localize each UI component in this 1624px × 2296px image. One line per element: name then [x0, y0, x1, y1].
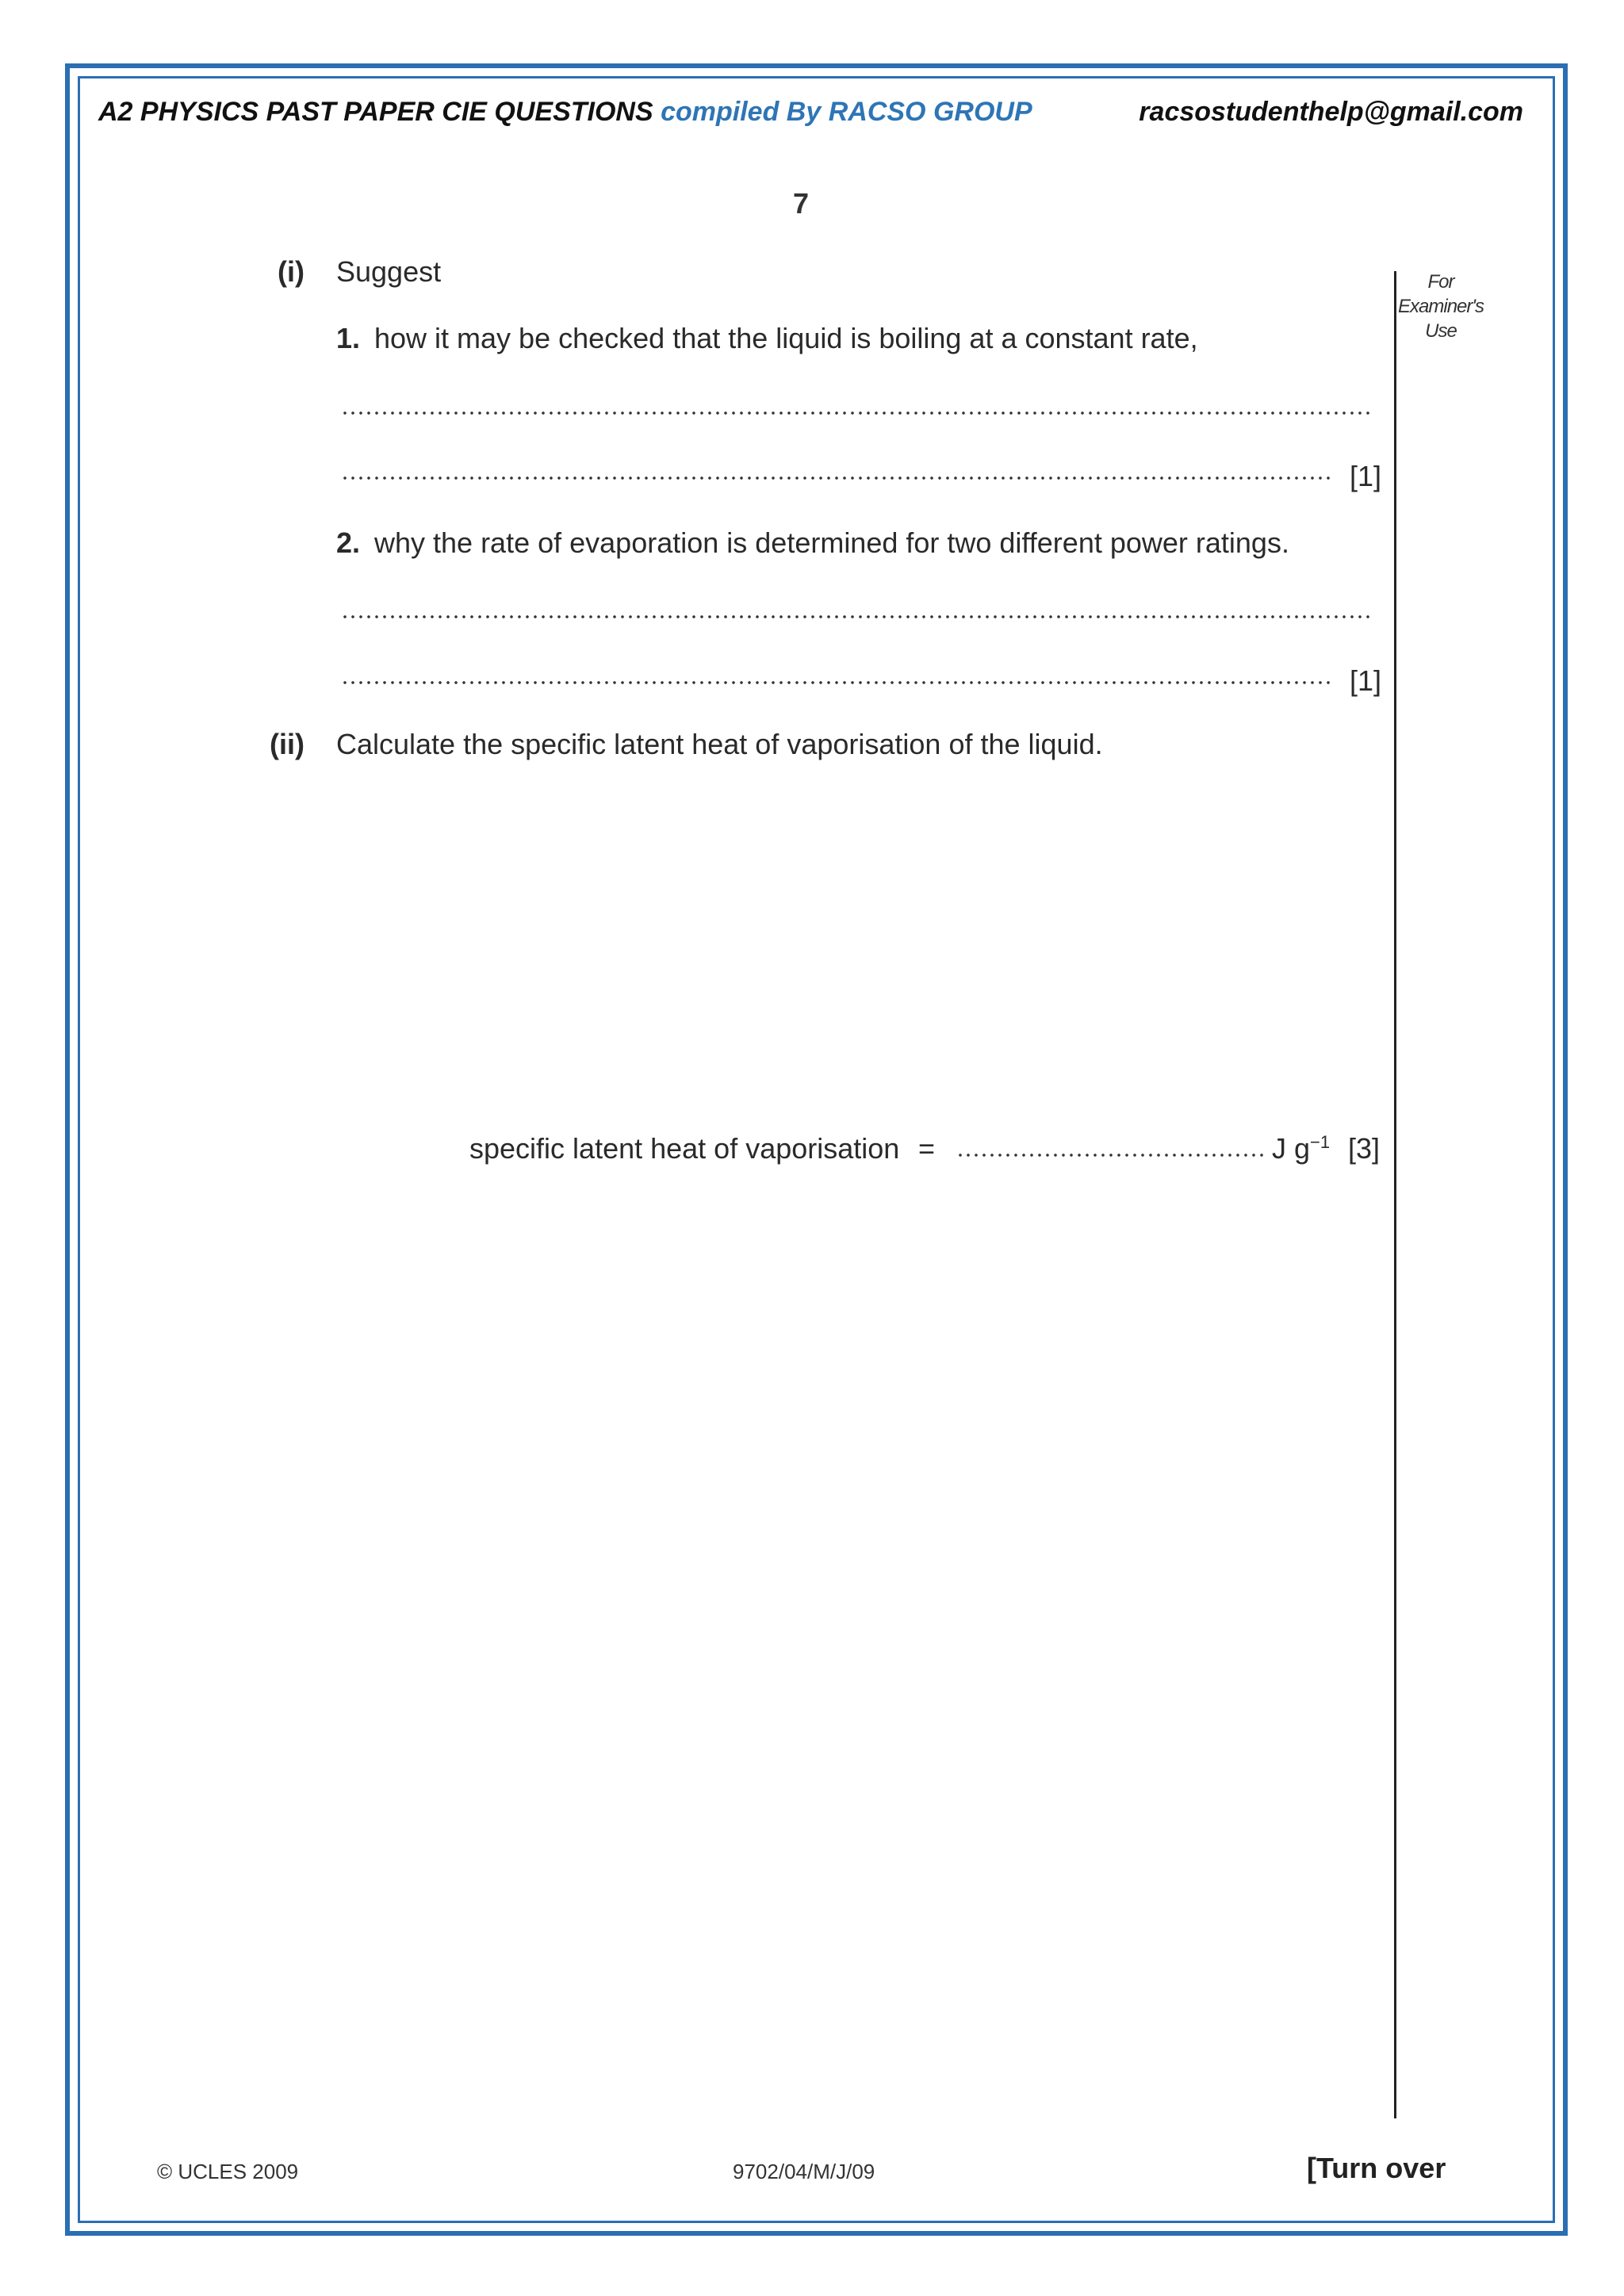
- answer-line-q1-a[interactable]: [341, 411, 1372, 415]
- q2-marks: [1]: [1350, 664, 1382, 697]
- examiner-label-line-3: Use: [1425, 320, 1457, 342]
- header-title: [98, 97, 1032, 128]
- header-compiled-by: compiled By RACSO GROUP: [661, 97, 1032, 127]
- answer-line-q2-a[interactable]: [341, 614, 1372, 619]
- answer-unit-exponent: −1: [1310, 1132, 1331, 1152]
- header-title-text: A2 PHYSICS PAST PAPER CIE QUESTIONS: [98, 97, 653, 127]
- footer-paper-code: 9702/04/M/J/09: [733, 2160, 875, 2183]
- part-ii-label: (ii): [270, 728, 304, 760]
- answer-line-latent-heat[interactable]: [956, 1153, 1266, 1158]
- page-number: 7: [793, 187, 810, 220]
- examiner-margin-rule: [1394, 271, 1396, 2118]
- q1-marks: [1]: [1350, 460, 1382, 492]
- answer-equals: =: [918, 1132, 936, 1165]
- part-i-label: (i): [278, 255, 304, 288]
- answer-line-q1-b[interactable]: [341, 476, 1332, 480]
- examiner-label-line-1: For: [1427, 271, 1454, 293]
- examiner-label-line-2: Examiner's: [1398, 296, 1484, 317]
- answer-line-q2-b[interactable]: [341, 680, 1332, 685]
- q2-number: 2.: [336, 526, 361, 559]
- header-email: racsostudenthelp@gmail.com: [1139, 97, 1523, 127]
- part-ii-text: Calculate the specific latent heat of vaporisation of the liquid.: [336, 728, 1103, 760]
- part-i-intro: Suggest: [336, 255, 442, 288]
- q1-text: how it may be checked that the liquid is boiling at a constant rate,: [374, 322, 1198, 354]
- q2-text: why the rate of evaporation is determined for two different power ratings.: [374, 526, 1289, 559]
- answer-unit-base: J g: [1272, 1132, 1311, 1165]
- examiner-use-label: [1397, 270, 1484, 343]
- turn-over-label: [Turn over: [1307, 2152, 1446, 2184]
- answer-unit: [1272, 1132, 1330, 1165]
- answer-label: specific latent heat of vaporisation: [469, 1132, 900, 1165]
- part-ii-marks: [3]: [1348, 1132, 1381, 1165]
- q1-number: 1.: [336, 322, 361, 354]
- footer-copyright: © UCLES 2009: [157, 2160, 299, 2183]
